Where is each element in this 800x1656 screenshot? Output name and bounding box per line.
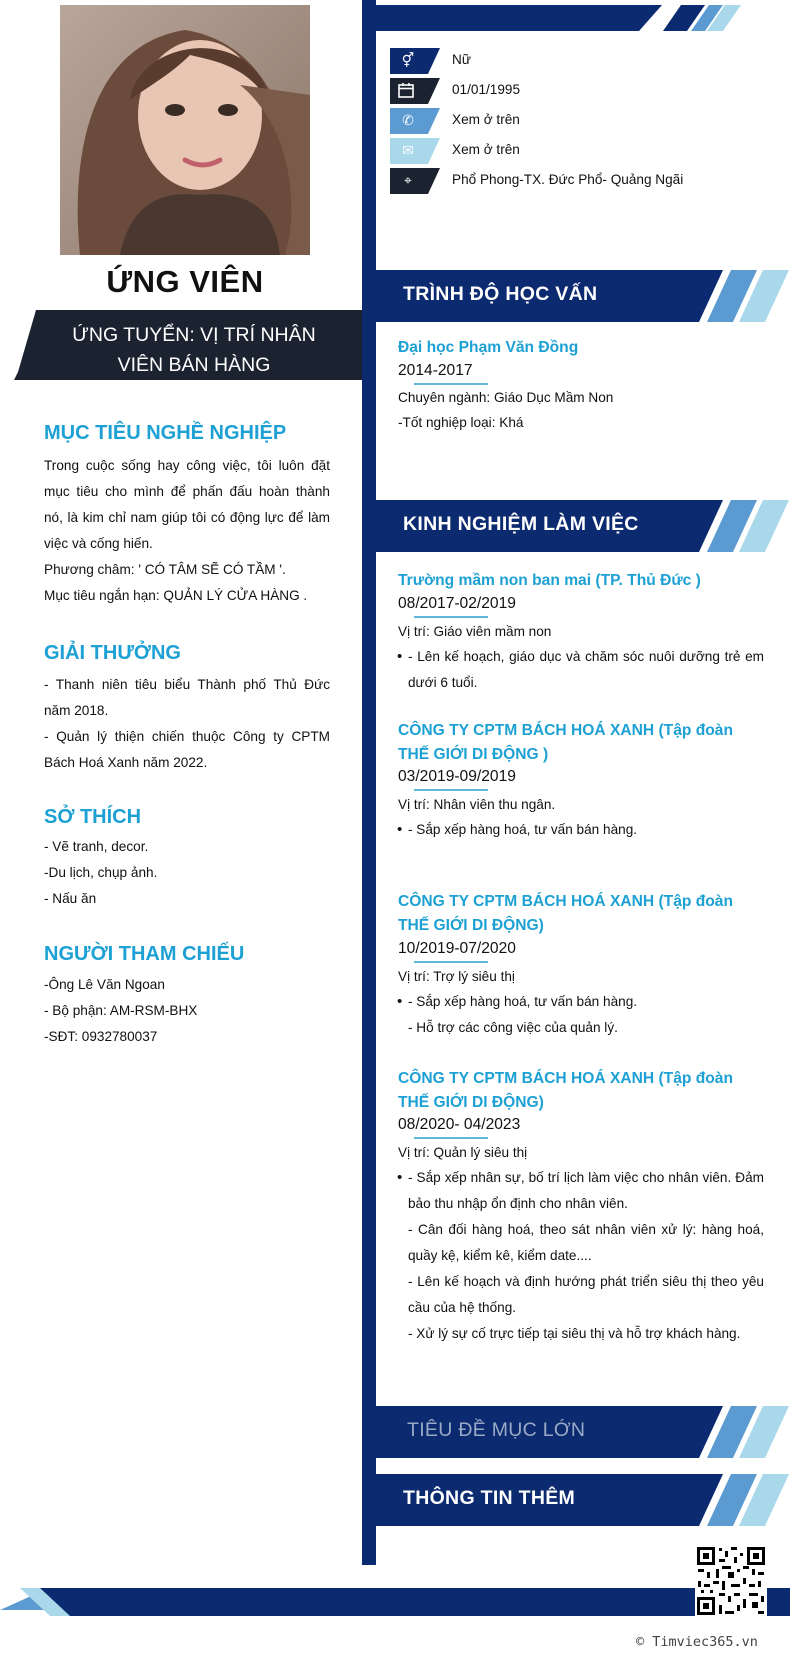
awards-text (44, 672, 330, 776)
job-period-text: 08/2017-02/2019 (398, 595, 516, 612)
task-item: quầy kệ, kiểm kê, kiểm date.... (408, 1248, 592, 1263)
references-title: NGƯỜI THAM CHIẾU (44, 943, 245, 965)
period-underline (414, 789, 488, 791)
job-org: Trường mầm non ban mai (TP. Thủ Đức ) (398, 572, 701, 589)
contact-gender (390, 48, 790, 74)
experience-title: KINH NGHIỆM LÀM VIỆC (403, 513, 639, 535)
objective-line: mục tiêu cho mình để phấn đấu hoàn thành (44, 484, 330, 499)
reference-line: -SĐT: 0932780037 (44, 1029, 158, 1044)
education-period (398, 362, 473, 380)
contact-tag (390, 138, 440, 164)
job-org: CÔNG TY CPTM BÁCH HOÁ XANH (Tập đoàn THẾ GIỚI DI ĐỘNG) (398, 893, 733, 934)
email-value[interactable]: Xem ở trên (452, 142, 520, 157)
column-divider (362, 0, 376, 1565)
job-period-text: 08/2020- 04/2023 (398, 1116, 521, 1133)
email-icon: ✉ (402, 142, 414, 158)
task-item: - Xử lý sự cố trực tiếp tại siêu thị và hỗ trợ khách hàng. (408, 1326, 741, 1341)
job-tasks (398, 817, 764, 843)
awards-line: năm 2018. (44, 703, 109, 718)
phone-value[interactable]: Xem ở trên (452, 112, 520, 127)
gender-value: Nữ (452, 52, 471, 67)
more-info-title: THÔNG TIN THÊM (403, 1487, 576, 1509)
applied-position-banner (14, 310, 364, 380)
school-name: Đại học Phạm Văn Đồng (398, 339, 579, 356)
hobbies-text (44, 834, 330, 912)
period-underline (414, 961, 488, 963)
job-role: Vị trí: Quản lý siêu thị (398, 1145, 528, 1160)
objective-line: việc và cống hiến. (44, 536, 153, 551)
job-role: Vị trí: Giáo viên mầm non (398, 624, 552, 639)
contact-address (390, 168, 790, 194)
job-role: Vị trí: Nhân viên thu ngân. (398, 797, 556, 812)
period-underline (414, 383, 488, 385)
task-item: - Cân đối hàng hoá, theo sát nhân viên xử lý: hàng hoá, (408, 1222, 764, 1237)
objective-line: Trong cuộc sống hay công việc, tôi luôn đặt (44, 458, 330, 473)
job-role: Vị trí: Trợ lý siêu thị (398, 969, 515, 984)
education-header (375, 270, 800, 322)
job-tasks (398, 644, 764, 696)
location-icon: ⌖ (404, 172, 412, 188)
job-tasks (398, 1165, 764, 1347)
awards-title: GIẢI THƯỞNG (44, 642, 181, 664)
job-org: CÔNG TY CPTM BÁCH HOÁ XANH (Tập đoàn THẾ GIỚI DI ĐỘNG ) (398, 722, 733, 763)
footer-bar (0, 1588, 800, 1616)
objective-line: Phương châm: ' CÓ TÂM SẼ CÓ TẦM '. (44, 562, 286, 577)
hobby-item: -Du lịch, chụp ảnh. (44, 865, 158, 880)
task-item: • - Sắp xếp hàng hoá, tư vấn bán hàng. (398, 989, 764, 1015)
education-grade: -Tốt nghiệp loại: Khá (398, 415, 524, 430)
task-item: - Hỗ trợ các công việc của quản lý. (408, 1020, 618, 1035)
awards-line: - Thanh niên tiêu biểu Thành phố Thủ Đức (44, 677, 330, 692)
task-item: • - Sắp xếp nhân sự, bố trí lịch làm việc cho nhân viên. Đảm (398, 1165, 764, 1191)
top-header-strip (375, 5, 800, 31)
position-line-1: ỨNG TUYỂN: VỊ TRÍ NHÂN (72, 324, 316, 346)
birthday-value: 01/01/1995 (452, 82, 521, 97)
phone-icon: ✆ (402, 112, 414, 128)
more-info-header (375, 1474, 800, 1526)
position-line-2: VIÊN BÁN HÀNG (117, 354, 271, 376)
references-text (44, 972, 330, 1050)
task-item: - Lên kế hoạch và định hướng phát triển siêu thị theo yêu (408, 1274, 764, 1289)
calendar-icon (398, 80, 418, 100)
hobby-item: - Vẽ tranh, decor. (44, 839, 149, 854)
contact-birthday (390, 78, 790, 104)
hobby-item: - Nấu ăn (44, 891, 97, 906)
job-period (398, 768, 516, 786)
objective-title: MỤC TIÊU NGHỀ NGHIỆP (44, 422, 287, 444)
contact-tag (390, 78, 440, 104)
task-item: bảo thu nhập ổn định cho nhân viên. (408, 1196, 628, 1211)
experience-header (375, 500, 800, 552)
qr-code-icon[interactable] (695, 1545, 767, 1617)
hobbies-title: SỞ THÍCH (44, 806, 142, 828)
job-period (398, 595, 516, 613)
education-period-text: 2014-2017 (398, 362, 473, 379)
objective-line: nó, là kim chỉ nam giúp tôi có động lực để làm (44, 510, 330, 525)
gender-icon: ⚥ (401, 52, 415, 68)
contact-phone (390, 108, 790, 134)
education-title: TRÌNH ĐỘ HỌC VẤN (403, 283, 598, 305)
contact-tag (390, 168, 440, 194)
job-period (398, 940, 516, 958)
job-tasks (398, 989, 764, 1041)
objective-text (44, 453, 330, 609)
task-item: dưới 6 tuổi. (408, 675, 478, 690)
task-item: • - Sắp xếp hàng hoá, tư vấn bán hàng. (398, 817, 764, 843)
period-underline (414, 1137, 488, 1139)
placeholder-section-header (375, 1406, 800, 1458)
contact-tag (390, 48, 440, 74)
reference-line: - Bộ phận: AM-RSM-BHX (44, 1003, 198, 1018)
period-underline (414, 616, 488, 618)
job-org: CÔNG TY CPTM BÁCH HOÁ XANH (Tập đoàn THẾ GIỚI DI ĐỘNG) (398, 1070, 733, 1111)
profile-photo (60, 5, 310, 255)
placeholder-section-title: TIÊU ĐỀ MỤC LỚN (407, 1419, 586, 1441)
job-period-text: 10/2019-07/2020 (398, 940, 516, 957)
job-period-text: 03/2019-09/2019 (398, 768, 516, 785)
task-item: cầu của hệ thống. (408, 1300, 517, 1315)
contact-email (390, 138, 790, 164)
address-value: Phổ Phong-TX. Đức Phổ- Quảng Ngãi (452, 172, 684, 187)
reference-line: -Ông Lê Văn Ngoan (44, 977, 165, 992)
awards-line: - Quản lý thiện chiến thuộc Công ty CPTM (44, 729, 330, 744)
job-period (398, 1116, 520, 1134)
copyright-text: © Timviec365.vn (636, 1634, 758, 1650)
education-major: Chuyên ngành: Giáo Dục Mầm Non (398, 390, 614, 405)
candidate-name: ỨNG VIÊN (106, 264, 264, 299)
objective-line: Mục tiêu ngắn hạn: QUẢN LÝ CỬA HÀNG . (44, 588, 308, 603)
contact-tag (390, 108, 440, 134)
awards-line: Bách Hoá Xanh năm 2022. (44, 755, 208, 770)
task-item: • - Lên kế hoạch, giáo dục và chăm sóc nuôi dưỡng trẻ em (398, 644, 764, 670)
